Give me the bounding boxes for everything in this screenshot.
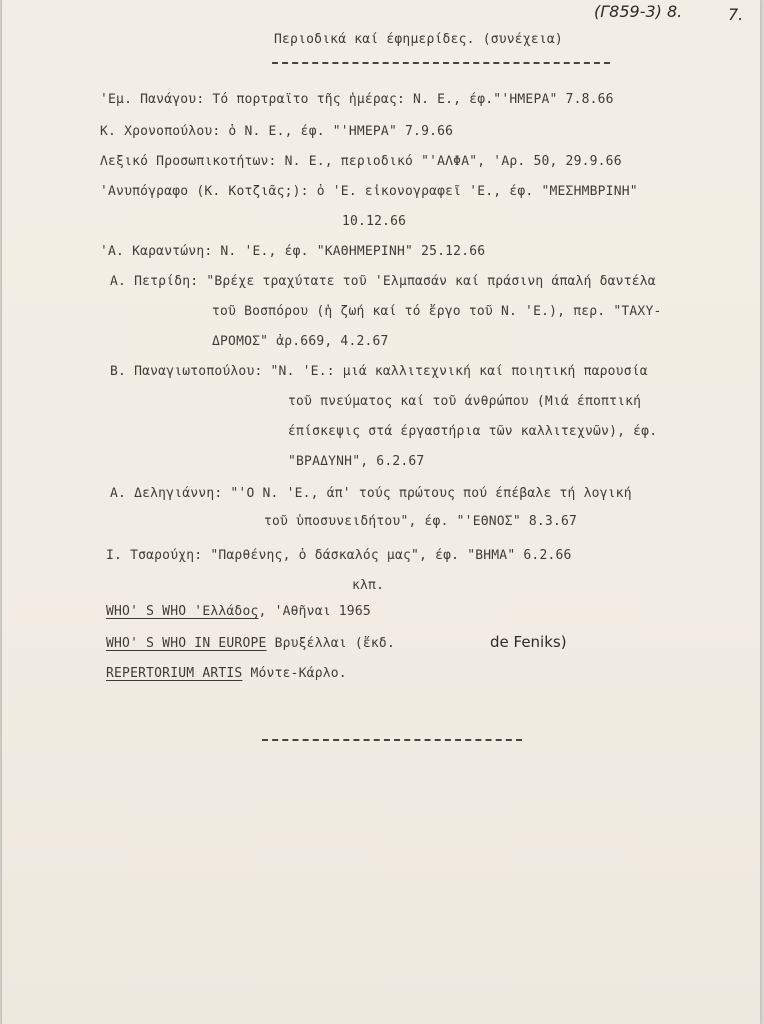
entry-line: 'Α. Καραντώνη: Ν. 'Ε., έφ. "ΚΑΘΗΜΕΡΙΝΗ" 25.12.66 [100, 244, 486, 259]
entry-line: Β. Παναγιωτοπούλου: "Ν. 'Ε.: μιά καλλιτεχνική καί ποιητική παρουσία [110, 364, 648, 379]
reference-title: REPERTORIUM ARTIS [106, 666, 243, 681]
entry-line: τοῦ Βοσπόρου (ἡ ζωή καί τό ἔργο τοῦ Ν. 'Ε.), περ. "ΤΑΧΥ- [212, 304, 662, 319]
entry-line: 10.12.66 [342, 214, 407, 229]
reference-title: WHO' S WHO IN EUROPE [106, 636, 267, 651]
reference-title: WHO' S WHO 'Ελλάδος [106, 604, 259, 619]
reference-detail: Μόντε-Κάρλο. [242, 666, 347, 681]
entry-line: Λεξικό Προσωπικοτήτων: Ν. Ε., περιοδικό "'ΑΛΦΑ", 'Αρ. 50, 29.9.66 [100, 154, 622, 169]
closing-divider [262, 739, 522, 741]
entry-line: Α. Πετρίδη: "Βρέχε τραχύτατε τοῦ 'Ελμπασάν καί πράσινη άπαλή δαντέλα [110, 274, 656, 289]
page-title: Περιοδικά καί έφημερίδες. (συνέχεια) [274, 32, 563, 47]
reference-detail: , 'Αθῆναι 1965 [258, 604, 371, 619]
entry-line: τοῦ ὑποσυνειδήτου", έφ. "'ΕΘΝΟΣ" 8.3.67 [264, 514, 578, 529]
entry-line: Α. Δεληγιάννη: "'Ο Ν. 'Ε., άπ' τούς πρώτους πού έπέβαλε τή λογική [110, 486, 632, 501]
entry-line: 'Εμ. Πανάγου: Τό πορτραϊτο τῆς ἡμέρας: Ν. Ε., έφ."'ΗΜΕΡΑ" 7.8.66 [100, 92, 614, 107]
page-number: 7. [728, 5, 744, 24]
entry-line: Ι. Τσαρούχη: "Παρθένης, ὁ δάσκαλός μας", έφ. "ΒΗΜΑ" 6.2.66 [106, 548, 572, 563]
entry-line: "ΒΡΑΔΥΝΗ", 6.2.67 [288, 454, 425, 469]
etc-marker: κλπ. [352, 578, 385, 593]
archive-reference-note: (Γ859-3) 8. [594, 2, 683, 21]
reference-detail: Βρυξέλλαι (ἔκδ. [266, 636, 395, 651]
document-page [2, 0, 760, 1024]
reference-line [106, 666, 347, 681]
entry-line: έπίσκεψις στά έργαστήρια τῶν καλλιτεχνῶν), έφ. [288, 424, 658, 439]
entry-line: τοῦ πνεύματος καί τοῦ άνθρώπου (Μιά έποπτική [288, 394, 642, 409]
entry-line: Κ. Χρονοπούλου: ὁ Ν. Ε., έφ. "'ΗΜΕΡΑ" 7.9.66 [100, 124, 454, 139]
entry-line: 'Ανυπόγραφο (Κ. Κοτζιᾶς;): ὁ 'Ε. εἰκονογραφεῖ 'Ε., έφ. "ΜΕΣΗΜΒΡΙΝΗ" [100, 184, 638, 199]
reference-line [106, 636, 395, 651]
title-divider [272, 62, 610, 64]
entry-line: ΔΡΟΜΟΣ" ἀρ.669, 4.2.67 [212, 334, 389, 349]
reference-line [106, 604, 371, 619]
handwritten-publisher-note: de Feniks) [490, 633, 567, 651]
